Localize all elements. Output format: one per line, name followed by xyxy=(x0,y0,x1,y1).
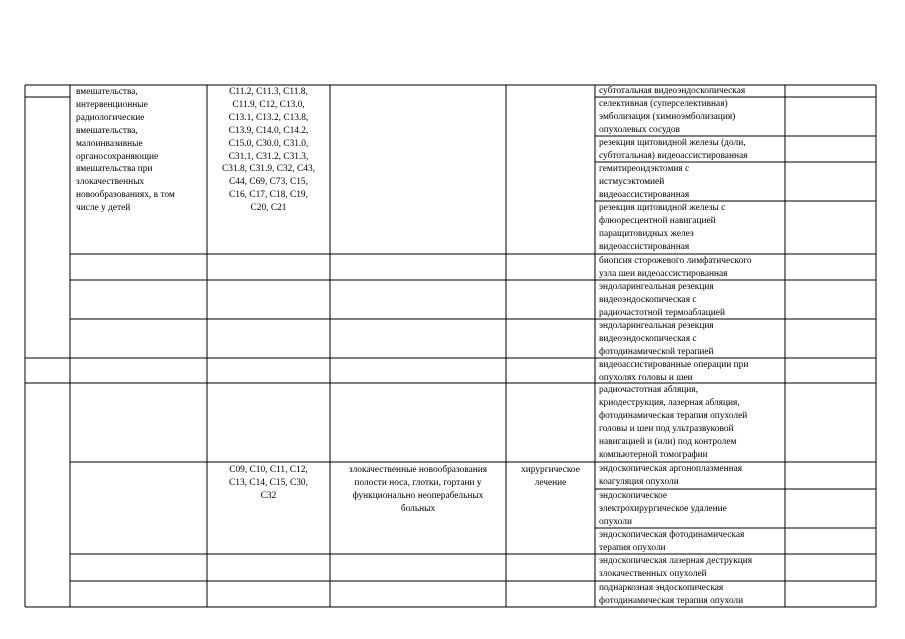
diagnosis-text: злокачественные новообразования полости носа, глотки, гортани у функционально неоперабельных больных xyxy=(348,465,488,514)
icd-codes-text: C11.2, C11.3, C11.8, C11.9, C12, C13.0, C13.1, C13.2, C13.8, C13.9, C14.0, C14.2, C15.0, C30.0, C31.0, C31.1, C31.2, C31.3, C31.8, C31.9, C32, C43, C44, C69, C73, C15, C16, C17, C18, C19, C20, C21 xyxy=(222,87,315,214)
method-cell: радиочастотная абляция, криодеструкция, лазерная абляция, фотодинамическая терапия опухолей головы и шеи под ультразвуковой навигацией и (или) под контролем компьютерной томографии xyxy=(599,385,748,460)
method-cell: видеоассистированные операции при опухолях головы и шеи xyxy=(599,360,749,383)
method-cell: эндоскопическая лазерная деструкция злокачественных опухолей xyxy=(599,556,753,579)
method-cell: гемитиреоидэктомия с истмусэктомией видеоассистированная xyxy=(599,164,690,200)
method-cell: эндоскопическое электрохирургическое удаление опухоли xyxy=(599,491,727,527)
method-cell: эндоларингеальная резекция видеоэндоскопическая с радиочастотной термоаблацией xyxy=(599,282,725,318)
treatment-type-text: хирургическое лечение xyxy=(521,465,580,488)
method-cell: эндоскопическая аргоноплазменная коагуляция опухоли xyxy=(599,464,743,487)
method-cell: биопсия сторожевого лимфатического узла шеи видеоассистированная xyxy=(599,256,752,279)
method-cell: резекция щитовидной железы с флюоресцентной навигацией паращитовидных желез видеоассистированная xyxy=(599,203,726,252)
method-cell: поднаркозная эндоскопическая фотодинамическая терапия опухоли xyxy=(599,583,744,606)
method-cell: резекция щитовидной железы (доли, субтотальная) видеоассистированная xyxy=(599,138,748,161)
icd-codes-text: C09, C10, C11, C12, C13, C14, C15, C30, C32 xyxy=(229,465,308,501)
method-cell: селективная (суперселективная) эмболизация (химиоэмболизация) опухолевых сосудов xyxy=(599,99,736,135)
method-cell: эндоларингеальная резекция видеоэндоскопическая с фотодинамической терапией xyxy=(599,321,714,357)
method-cell: эндоскопическая фотодинамическая терапия опухоли xyxy=(599,530,745,553)
intervention-type-text: вмешательства, интервенционные радиологические вмешательства, малоинвазивные органосохраняющие вмешательства при злокачественных новообразованиях, в том числе у детей xyxy=(76,87,175,214)
method-cell: субтотальная видеоэндоскопическая xyxy=(599,86,746,96)
